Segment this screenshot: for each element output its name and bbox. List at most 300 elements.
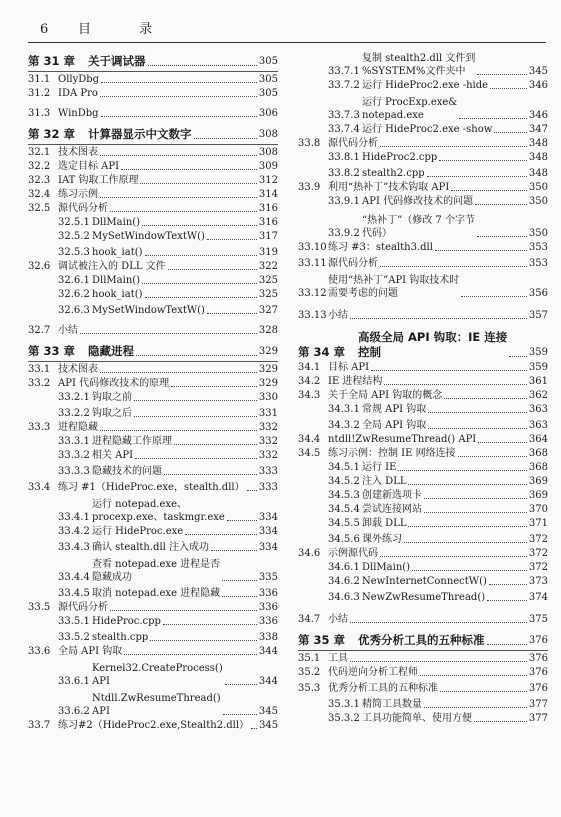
dot-leader bbox=[490, 88, 527, 89]
entry-number: 32.5.3 bbox=[58, 247, 90, 258]
dot-leader bbox=[251, 728, 257, 729]
entry-body bbox=[92, 391, 278, 404]
entry-body bbox=[92, 615, 278, 628]
dot-leader bbox=[142, 225, 257, 226]
entry-title: 高级全局 API 钩取：IE 连接 bbox=[358, 330, 508, 344]
entry-body bbox=[362, 96, 548, 122]
dot-leader bbox=[427, 176, 527, 177]
entry-body bbox=[362, 475, 548, 488]
dot-leader bbox=[110, 610, 257, 611]
entry-title: 常规 API 钩取 bbox=[362, 404, 427, 415]
page-ref: 338 bbox=[258, 632, 278, 643]
entry-body bbox=[362, 533, 548, 546]
page-ref: 372 bbox=[528, 534, 548, 545]
entry-title-wrap bbox=[92, 498, 225, 524]
toc-entry[interactable] bbox=[28, 614, 278, 628]
entry-title: MySetWindowTextW() bbox=[92, 305, 205, 316]
page-ref: 348 bbox=[528, 168, 548, 179]
toc-entry[interactable] bbox=[298, 604, 548, 626]
entry-body bbox=[362, 561, 548, 574]
toc-entry[interactable] bbox=[298, 488, 548, 502]
entry-title: 课外练习 bbox=[362, 534, 402, 545]
page-ref: 316 bbox=[258, 217, 278, 228]
toc-entry[interactable] bbox=[28, 420, 278, 434]
entry-title-cont: 控制 bbox=[358, 345, 381, 359]
entry-title: 工具 bbox=[328, 653, 348, 664]
dot-leader bbox=[487, 600, 527, 601]
chapter-entry[interactable] bbox=[28, 337, 278, 362]
toc-entry[interactable] bbox=[298, 92, 548, 122]
dot-leader bbox=[227, 520, 257, 521]
entry-number: 35.3 bbox=[298, 683, 321, 694]
page-ref: 346 bbox=[528, 110, 548, 121]
entry-body bbox=[92, 274, 278, 287]
toc-entry[interactable] bbox=[28, 273, 278, 287]
entry-body bbox=[328, 389, 548, 402]
entry-body bbox=[58, 188, 278, 201]
dot-leader bbox=[380, 556, 527, 557]
entry-number: 34.5.5 bbox=[328, 518, 360, 529]
toc-entry[interactable] bbox=[298, 574, 548, 588]
entry-title: 运行 HideProc.exe bbox=[92, 526, 184, 537]
entry-body bbox=[58, 421, 278, 434]
entry-title: 源代码分析 bbox=[328, 258, 378, 269]
entry-body bbox=[92, 465, 278, 478]
entry-body bbox=[92, 216, 278, 229]
page-ref: 330 bbox=[258, 392, 278, 403]
entry-number: 34.5 bbox=[298, 448, 321, 459]
dot-leader bbox=[100, 430, 257, 431]
entry-number: 32.7 bbox=[28, 325, 51, 336]
toc-entry[interactable] bbox=[28, 644, 278, 658]
toc-entry[interactable] bbox=[298, 300, 548, 322]
entry-body bbox=[58, 202, 278, 215]
toc-entry[interactable] bbox=[28, 100, 278, 120]
toc-entry[interactable] bbox=[298, 180, 548, 194]
entry-title: 示例源代码 bbox=[328, 548, 378, 559]
entry-body bbox=[58, 377, 278, 390]
entry-body bbox=[58, 73, 278, 86]
toc-entry[interactable] bbox=[28, 538, 278, 554]
dot-leader bbox=[509, 356, 527, 357]
toc-entry[interactable] bbox=[28, 600, 278, 614]
page-ref: 368 bbox=[528, 448, 548, 459]
toc-entry[interactable] bbox=[28, 287, 278, 301]
page-ref: 327 bbox=[258, 305, 278, 316]
entry-number: 33.9.2 bbox=[328, 228, 360, 239]
entry-number: 34.6 bbox=[298, 548, 321, 559]
dot-leader bbox=[420, 675, 527, 676]
page-ref: 344 bbox=[258, 646, 278, 657]
toc-entry[interactable] bbox=[298, 240, 548, 254]
entry-body bbox=[362, 461, 548, 474]
page-ref: 350 bbox=[528, 196, 548, 207]
dot-leader bbox=[371, 370, 527, 371]
dot-leader bbox=[440, 691, 527, 692]
page-ref: 369 bbox=[528, 490, 548, 501]
toc-entry[interactable] bbox=[28, 362, 278, 376]
toc-entry[interactable] bbox=[28, 159, 278, 173]
entry-number: 33.9.1 bbox=[328, 196, 360, 207]
entry-title-wrap bbox=[358, 330, 507, 360]
entry-number: 32.5.2 bbox=[58, 231, 90, 242]
entry-number: 34.6.1 bbox=[328, 562, 360, 573]
entry-number: 33.9 bbox=[298, 182, 321, 193]
toc-entry[interactable] bbox=[298, 516, 548, 530]
toc-entry[interactable] bbox=[298, 150, 548, 164]
entry-body bbox=[358, 633, 548, 648]
entry-number: 33.7.3 bbox=[328, 110, 360, 121]
page-ref: 348 bbox=[528, 138, 548, 149]
chapter-entry[interactable] bbox=[28, 48, 278, 72]
entry-title: 全局 API 钩取 bbox=[362, 420, 427, 431]
dot-leader bbox=[350, 318, 527, 319]
page-ref: 329 bbox=[258, 378, 278, 389]
dot-leader bbox=[100, 155, 257, 156]
toc-entry[interactable] bbox=[28, 243, 278, 259]
entry-number: 34.1 bbox=[298, 362, 321, 373]
entry-number: 34.3.1 bbox=[328, 404, 360, 415]
entry-title-wrap bbox=[92, 558, 220, 584]
toc-entry[interactable] bbox=[298, 679, 548, 695]
toc-entry[interactable] bbox=[28, 215, 278, 229]
toc-entry[interactable] bbox=[298, 388, 548, 402]
entry-title: IAT 钩取工作原理 bbox=[58, 175, 139, 186]
page-ref: 345 bbox=[259, 720, 279, 731]
toc-entry[interactable] bbox=[28, 628, 278, 644]
toc-entry[interactable] bbox=[28, 145, 278, 159]
toc-entry[interactable] bbox=[28, 301, 278, 317]
dot-leader bbox=[142, 283, 257, 284]
page-title: 目 录 bbox=[78, 22, 175, 37]
entry-number: 33.3.1 bbox=[58, 436, 90, 447]
toc-entry[interactable] bbox=[298, 374, 548, 388]
page-ref: 353 bbox=[528, 242, 548, 253]
page-ref: 369 bbox=[528, 476, 548, 487]
entry-title: 优秀分析工具的五种标准 bbox=[328, 683, 438, 694]
dot-leader bbox=[350, 661, 527, 662]
dot-leader bbox=[474, 721, 527, 722]
entry-title-cont: API bbox=[92, 676, 110, 687]
page-ref: 316 bbox=[258, 203, 278, 214]
dot-leader bbox=[194, 138, 257, 139]
toc-entry[interactable] bbox=[28, 173, 278, 187]
dot-leader bbox=[408, 484, 526, 485]
dot-leader bbox=[100, 372, 257, 373]
dot-leader bbox=[171, 386, 257, 387]
toc-entry[interactable] bbox=[298, 402, 548, 416]
entry-title-wrap bbox=[328, 274, 459, 300]
entry-body bbox=[92, 692, 278, 718]
entry-number: 33.4.2 bbox=[58, 526, 90, 537]
toc-entry[interactable] bbox=[28, 478, 278, 494]
page-ref: 334 bbox=[258, 512, 278, 523]
toc-entry[interactable] bbox=[298, 122, 548, 136]
toc-entry[interactable] bbox=[28, 376, 278, 390]
entry-title: DllMain() bbox=[92, 275, 141, 286]
entry-title: 运行 notepad.exe、 bbox=[92, 499, 187, 510]
entry-body bbox=[92, 246, 278, 259]
entry-body bbox=[362, 503, 548, 516]
dot-leader bbox=[150, 640, 257, 641]
toc-entry[interactable] bbox=[28, 229, 278, 243]
entry-number: 第 31 章 bbox=[28, 54, 76, 68]
toc-entry[interactable] bbox=[28, 688, 278, 718]
entry-number: 31.3 bbox=[28, 108, 51, 119]
dot-leader bbox=[222, 596, 257, 597]
page-ref: 325 bbox=[258, 275, 278, 286]
dot-leader bbox=[101, 82, 257, 83]
chapter-entry[interactable] bbox=[298, 322, 548, 360]
entry-body bbox=[328, 181, 548, 194]
entry-title-cont: procexp.exe、taskmgr.exe bbox=[92, 512, 225, 523]
entry-number: 35.3.2 bbox=[328, 713, 360, 724]
toc-entry[interactable] bbox=[28, 317, 278, 337]
dot-leader bbox=[478, 442, 527, 443]
entry-title: 相关 API bbox=[92, 450, 134, 461]
page-ref: 332 bbox=[258, 436, 278, 447]
chapter-entry[interactable] bbox=[298, 626, 548, 651]
entry-body bbox=[362, 419, 548, 432]
dot-leader bbox=[121, 169, 257, 170]
entry-body bbox=[362, 712, 548, 725]
entry-title: 运行 HideProc2.exe -hide bbox=[362, 80, 489, 91]
dot-leader bbox=[439, 160, 527, 161]
entry-body bbox=[328, 309, 548, 322]
entry-body bbox=[58, 174, 278, 187]
toc-entry[interactable] bbox=[28, 434, 278, 448]
entry-title: 注入 DLL bbox=[362, 476, 407, 487]
entry-body bbox=[328, 241, 548, 254]
entry-number: 34.7 bbox=[298, 614, 321, 625]
entry-body bbox=[362, 403, 548, 416]
toc-entry[interactable] bbox=[298, 460, 548, 474]
page-ref: 322 bbox=[258, 261, 278, 272]
page-ref: 334 bbox=[258, 526, 278, 537]
entry-title: stealth2.cpp bbox=[362, 168, 425, 179]
dot-leader bbox=[136, 355, 257, 356]
entry-body bbox=[92, 558, 278, 584]
toc-entry[interactable] bbox=[28, 404, 278, 420]
toc-entry[interactable] bbox=[28, 72, 278, 86]
toc-entry[interactable] bbox=[298, 432, 548, 446]
entry-number: 33.5 bbox=[28, 602, 51, 613]
entry-body bbox=[358, 330, 548, 360]
entry-number: 34.6.2 bbox=[328, 576, 360, 587]
toc-entry[interactable] bbox=[298, 360, 548, 374]
toc-entry[interactable] bbox=[28, 462, 278, 478]
entry-body bbox=[328, 547, 548, 560]
entry-number: 33.2 bbox=[28, 378, 51, 389]
entry-body bbox=[88, 54, 278, 69]
dot-leader bbox=[110, 211, 257, 212]
toc-entry[interactable] bbox=[28, 201, 278, 215]
toc-entry[interactable] bbox=[298, 164, 548, 180]
dot-leader bbox=[435, 250, 527, 251]
dot-leader bbox=[101, 116, 257, 117]
page-ref: 361 bbox=[528, 376, 548, 387]
toc-entry[interactable] bbox=[28, 259, 278, 273]
toc-entry[interactable] bbox=[298, 651, 548, 665]
toc-entry[interactable] bbox=[298, 254, 548, 270]
dot-leader bbox=[412, 570, 527, 571]
toc-entry[interactable] bbox=[298, 502, 548, 516]
toc-entry[interactable] bbox=[28, 658, 278, 688]
toc-entry[interactable] bbox=[298, 546, 548, 560]
entry-title-wrap bbox=[92, 662, 223, 688]
entry-title: 创建新选项卡 bbox=[362, 490, 422, 501]
page-ref: 350 bbox=[528, 182, 548, 193]
dot-leader bbox=[100, 96, 257, 97]
entry-title: 练习 #3：stealth3.dll bbox=[328, 242, 433, 253]
entry-number: 33.7.4 bbox=[328, 124, 360, 135]
toc-entry[interactable] bbox=[298, 474, 548, 488]
entry-title: 小结 bbox=[328, 310, 348, 321]
page-ref: 305 bbox=[258, 88, 278, 99]
dot-leader bbox=[459, 118, 527, 119]
page-ref: 376 bbox=[528, 683, 548, 694]
dot-leader bbox=[80, 333, 257, 334]
entry-body bbox=[58, 645, 278, 658]
page-ref: 336 bbox=[258, 588, 278, 599]
page-ref: 305 bbox=[258, 56, 278, 67]
entry-body bbox=[328, 682, 548, 695]
dot-leader bbox=[207, 313, 257, 314]
toc-entry[interactable] bbox=[28, 187, 278, 201]
toc-entry[interactable] bbox=[28, 494, 278, 524]
toc-entry[interactable] bbox=[28, 448, 278, 462]
entry-number: 第 34 章 bbox=[298, 345, 346, 359]
entry-title: IDA Pro bbox=[58, 88, 98, 99]
page-ref: 370 bbox=[528, 504, 548, 515]
entry-number: 35.2 bbox=[298, 667, 321, 678]
toc-entry[interactable] bbox=[28, 86, 278, 100]
page-ref: 377 bbox=[528, 713, 548, 724]
entry-body bbox=[92, 435, 278, 448]
toc-entry[interactable] bbox=[298, 136, 548, 150]
dot-leader bbox=[168, 269, 257, 270]
entry-body bbox=[362, 151, 548, 164]
page-ref: 325 bbox=[258, 289, 278, 300]
toc-entry[interactable] bbox=[298, 446, 548, 460]
entry-body bbox=[328, 274, 548, 300]
toc-entry[interactable] bbox=[298, 695, 548, 711]
entry-body bbox=[58, 324, 278, 337]
dot-leader bbox=[424, 498, 527, 499]
entry-body bbox=[58, 719, 278, 732]
entry-title: IE 进程结构 bbox=[328, 376, 383, 387]
entry-number: 33.2.1 bbox=[58, 392, 90, 403]
entry-title: 练习示例：控制 IE 网络连接 bbox=[328, 448, 456, 459]
entry-body bbox=[328, 137, 548, 150]
toc-entry[interactable] bbox=[298, 194, 548, 208]
entry-number: 33.7 bbox=[28, 720, 51, 731]
chapter-entry[interactable] bbox=[28, 120, 278, 145]
entry-body bbox=[92, 498, 278, 524]
entry-title: 隐藏进程 bbox=[88, 344, 134, 358]
dot-leader bbox=[404, 542, 527, 543]
entry-number: 32.1 bbox=[28, 147, 51, 158]
toc-entry[interactable] bbox=[298, 270, 548, 300]
toc-right-column bbox=[298, 48, 548, 725]
page-ref: 334 bbox=[258, 542, 278, 553]
entry-title: DllMain() bbox=[362, 562, 411, 573]
entry-number: 34.5.1 bbox=[328, 462, 360, 473]
page-ref: 362 bbox=[528, 390, 548, 401]
entry-title: Ntdll.ZwResumeThread() bbox=[92, 693, 221, 704]
entry-title: 钩取之后 bbox=[92, 408, 132, 419]
entry-title-cont: 代码） bbox=[362, 228, 392, 239]
toc-entry[interactable] bbox=[298, 78, 548, 92]
entry-title: 技术图表 bbox=[58, 147, 98, 158]
entry-body bbox=[362, 167, 548, 180]
toc-entry[interactable] bbox=[28, 718, 278, 732]
entry-number: 32.6.2 bbox=[58, 289, 90, 300]
toc-entry[interactable] bbox=[298, 530, 548, 546]
entry-body bbox=[328, 361, 548, 374]
entry-title-cont: 需要考虑的问题 bbox=[328, 288, 398, 299]
entry-number: 33.4.3 bbox=[58, 542, 90, 553]
page-ref: 331 bbox=[258, 408, 278, 419]
page-ref: 333 bbox=[258, 482, 278, 493]
entry-title: 运行 HideProc2.exe -show bbox=[362, 124, 493, 135]
entry-title: 优秀分析工具的五种标准 bbox=[358, 633, 485, 647]
entry-number: 34.5.4 bbox=[328, 504, 360, 515]
dot-leader bbox=[145, 255, 257, 256]
page-ref: 308 bbox=[258, 129, 278, 140]
toc-entry[interactable] bbox=[298, 711, 548, 725]
page-ref: 347 bbox=[528, 124, 548, 135]
entry-number: 33.3.2 bbox=[58, 450, 90, 461]
entry-title: “热补丁”（修改 7 个字节 bbox=[362, 215, 475, 226]
page-ref: 336 bbox=[258, 602, 278, 613]
entry-number: 33.8.1 bbox=[328, 152, 360, 163]
entry-body bbox=[362, 52, 548, 78]
entry-body bbox=[328, 652, 548, 665]
dot-leader bbox=[494, 132, 527, 133]
toc-entry[interactable] bbox=[28, 584, 278, 600]
entry-body bbox=[58, 481, 278, 494]
dot-leader bbox=[428, 412, 527, 413]
page-ref: 371 bbox=[528, 518, 548, 529]
toc-entry[interactable] bbox=[298, 588, 548, 604]
toc-entry[interactable] bbox=[298, 416, 548, 432]
toc-entry[interactable] bbox=[28, 554, 278, 584]
entry-title: 技术图表 bbox=[58, 364, 98, 375]
toc-entry[interactable] bbox=[298, 48, 548, 78]
page-ref: 308 bbox=[258, 147, 278, 158]
entry-title: 计算器显示中文数字 bbox=[88, 127, 192, 141]
toc-entry[interactable] bbox=[28, 524, 278, 538]
page-number: 6 bbox=[40, 22, 49, 37]
entry-number: 33.4.4 bbox=[58, 572, 90, 583]
entry-title: 源代码分析 bbox=[58, 203, 108, 214]
entry-body bbox=[92, 407, 278, 420]
page-ref: 336 bbox=[258, 616, 278, 627]
page-ref: 363 bbox=[528, 404, 548, 415]
entry-title-wrap bbox=[362, 96, 457, 122]
entry-body bbox=[362, 214, 548, 240]
page-ref: 329 bbox=[258, 346, 278, 357]
toc-entry[interactable] bbox=[298, 560, 548, 574]
entry-number: 34.3.2 bbox=[328, 420, 360, 431]
dot-leader bbox=[380, 266, 527, 267]
toc-entry[interactable] bbox=[298, 208, 548, 240]
entry-title: API 代码修改技术的原理 bbox=[58, 378, 170, 389]
entry-number: 32.6 bbox=[28, 261, 51, 272]
toc-entry[interactable] bbox=[28, 390, 278, 404]
toc-entry[interactable] bbox=[298, 665, 548, 679]
